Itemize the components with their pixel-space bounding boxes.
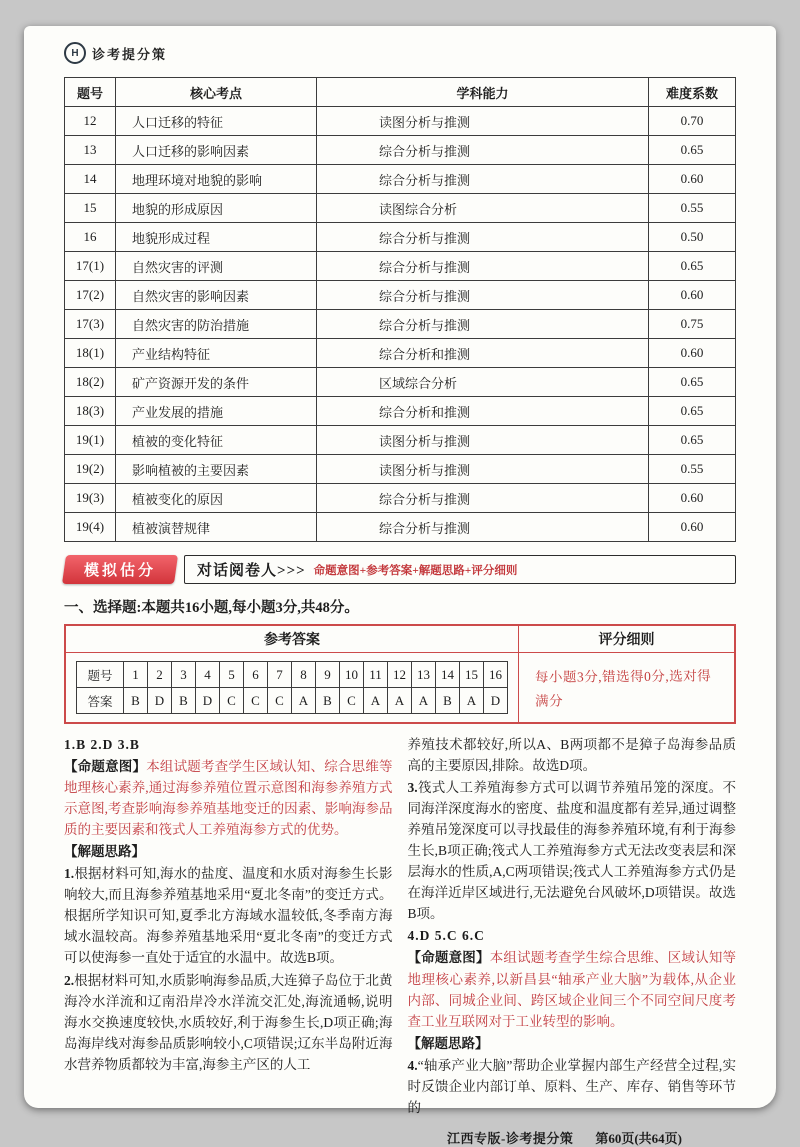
answer-number-cell: 1 (124, 662, 148, 688)
exam-table-cell: 读图分析与推测 (317, 426, 649, 455)
answer-grid (76, 661, 508, 714)
exam-table-cell: 植被演替规律 (116, 513, 317, 542)
answer-number-cell: 6 (244, 662, 268, 688)
answers-line-2: 4.D 5.C 6.C (407, 928, 485, 944)
exam-table-cell: 综合分析与推测 (317, 136, 649, 165)
exam-table-cell: 19(2) (65, 455, 116, 484)
intent-paragraph-2 (408, 947, 737, 1031)
exam-table-cell: 地理环境对地貌的影响 (116, 165, 317, 194)
exam-table-cell: 产业发展的措施 (116, 397, 317, 426)
exam-table-row (65, 310, 736, 339)
exam-table-row (65, 397, 736, 426)
header-core-point: 核心考点 (116, 78, 317, 107)
exam-table-row (65, 513, 736, 542)
exam-table-cell: 读图分析与推测 (317, 455, 649, 484)
exam-table-cell: 地貌形成过程 (116, 223, 317, 252)
exam-table-cell: 产业结构特征 (116, 339, 317, 368)
exam-table-cell: 自然灾害的评测 (116, 252, 317, 281)
answer-number-cell: 9 (316, 662, 340, 688)
exam-table-cell: 0.55 (649, 194, 736, 223)
exam-table-cell: 14 (65, 165, 116, 194)
answer-letter-row (77, 688, 508, 714)
answer-number-cell: 8 (292, 662, 316, 688)
exam-table-cell: 15 (65, 194, 116, 223)
step-paragraph-1 (64, 863, 393, 968)
exam-table-cell: 植被变化的原因 (116, 484, 317, 513)
answer-box-left-header: 参考答案 (66, 626, 518, 653)
exam-table-cell: 区域综合分析 (317, 368, 649, 397)
scanned-page (24, 26, 776, 1146)
steps-label-2: 【解题思路】 (407, 1035, 489, 1051)
exam-table-cell: 矿产资源开发的条件 (116, 368, 317, 397)
intent-text-1: 本组试题考查学生区域认知、综合思维等地理核心素养,通过海参养殖位置示意图和海参养殖方式示意图,考查影响海参养殖基地变迁的因素、影响海参品质的主要因素和筏式人工养殖海参方式的优势。 (64, 759, 393, 838)
exam-table-cell: 0.75 (649, 310, 736, 339)
exam-table-cell: 19(3) (65, 484, 116, 513)
exam-table-body (65, 107, 736, 542)
steps-label-1: 【解题思路】 (64, 844, 145, 860)
exam-table-row (65, 368, 736, 397)
header-difficulty: 难度系数 (649, 78, 736, 107)
answer-letter-cell: D (148, 688, 172, 714)
banner-dialog-subtitle: 命题意图+参考答案+解题思路+评分细则 (313, 564, 518, 577)
exam-table-row (65, 165, 736, 194)
exam-table-cell: 0.65 (649, 368, 736, 397)
exam-table-cell: 0.55 (649, 455, 736, 484)
exam-table-header-row (65, 78, 736, 107)
exam-table-cell: 综合分析与推测 (317, 165, 649, 194)
answer-number-cell: 5 (220, 662, 244, 688)
exam-table-cell: 地貌的形成原因 (116, 194, 317, 223)
brand-header (64, 42, 736, 64)
step-number-3: 3. (407, 780, 418, 796)
page-footer (64, 1128, 736, 1147)
exam-table-cell: 自然灾害的影响因素 (116, 281, 317, 310)
exam-table-cell: 0.70 (649, 107, 736, 136)
exam-table-row (65, 484, 736, 513)
exam-table-row (65, 281, 736, 310)
exam-table-row (65, 136, 736, 165)
answers-line-1: 1.B 2.D 3.B (64, 737, 140, 752)
analysis-columns (64, 734, 736, 1119)
exam-table-cell: 19(4) (65, 513, 116, 542)
footer-edition: 江西专版-诊考提分策 (446, 1130, 574, 1146)
exam-table-cell: 读图分析与推测 (317, 107, 649, 136)
step-text-3: 筏式人工养殖海参方式可以调节养殖吊笼的深度。不同海洋深度海水的密度、盐度和温度都有差异,通过调整养殖吊笼深度可以寻找最佳的海参养殖环境,有利于海参生长,B项正确;筏式人工养殖海参方式无法改变表层和深层海水的性质,A,C两项错误;筏式人工养殖海参方式仍是在海洋近岸区域进行,无法避免台风破坏,D项错误。故选B项。 (407, 780, 736, 922)
answer-letter-cell: C (268, 688, 292, 714)
header-subject-ability: 学科能力 (317, 78, 649, 107)
answer-number-cell: 10 (340, 662, 364, 688)
intent-label-2: 【命题意图】 (407, 950, 490, 966)
answer-letter-cell: A (388, 688, 412, 714)
exam-table-row (65, 252, 736, 281)
exam-table-cell: 19(1) (65, 426, 116, 455)
simulation-banner (64, 555, 736, 584)
exam-table-cell: 人口迁移的影响因素 (116, 136, 317, 165)
answer-number-cell: 12 (388, 662, 412, 688)
answer-letter-label: 答案 (77, 688, 124, 714)
exam-table-cell: 综合分析与推测 (317, 310, 649, 339)
exam-table-cell: 植被的变化特征 (116, 426, 317, 455)
exam-table-cell: 综合分析与推测 (317, 484, 649, 513)
exam-table-cell: 综合分析与推测 (317, 252, 649, 281)
answer-letter-cell: C (340, 688, 364, 714)
choice-section-title: 一、选择题:本题共16小题,每小题3分,共48分。 (64, 600, 359, 616)
exam-table-row (65, 107, 736, 136)
answer-letter-cell: C (244, 688, 268, 714)
exam-table-cell: 综合分析与推测 (317, 281, 649, 310)
reference-answer-box (64, 624, 736, 724)
exam-table-row (65, 194, 736, 223)
step-number-2: 2. (64, 972, 75, 988)
brand-name: 诊考提分策 (92, 46, 168, 62)
step-number-4: 4. (407, 1057, 418, 1073)
exam-table-cell: 综合分析和推测 (317, 397, 649, 426)
intent-text-2: 本组试题考查学生综合思维、区域认知等地理核心素养,以新昌县“轴承产业大脑”为载体,从企业内部、同城企业间、跨区域企业间三个不同空间尺度考查工业互联网对于工业转型的影响。 (407, 950, 737, 1029)
exam-table-cell: 0.65 (649, 397, 736, 426)
answer-letter-cell: A (412, 688, 436, 714)
exam-table-cell: 综合分析与推测 (317, 513, 649, 542)
exam-table-cell: 0.60 (649, 339, 736, 368)
intent-label-1: 【命题意图】 (64, 759, 147, 775)
answer-letter-cell: B (124, 688, 148, 714)
answer-number-cell: 13 (412, 662, 436, 688)
exam-table-row (65, 339, 736, 368)
answer-number-row (77, 662, 508, 688)
exam-table-cell: 18(3) (65, 397, 116, 426)
answer-number-cell: 11 (364, 662, 388, 688)
step-paragraph-2-continued: 养殖技术都较好,所以A、B两项都不是獐子岛海参品质高的主要原因,排除。故选D项。 (407, 737, 736, 774)
banner-badge (62, 555, 178, 584)
exam-table-cell: 16 (65, 223, 116, 252)
answer-letter-cell: D (196, 688, 220, 714)
analysis-left-column (64, 734, 393, 1119)
answer-letter-cell: B (172, 688, 196, 714)
intent-paragraph-1 (64, 756, 393, 840)
answer-number-cell: 15 (460, 662, 484, 688)
answer-letter-cell: A (292, 688, 316, 714)
exam-table-cell: 自然灾害的防治措施 (116, 310, 317, 339)
answer-letter-cell: B (436, 688, 460, 714)
footer-page-number: 第60页(共64页) (595, 1130, 682, 1146)
answer-number-label: 题号 (77, 662, 124, 688)
exam-table-cell: 0.65 (649, 426, 736, 455)
step-number-1: 1. (64, 866, 75, 882)
answer-number-cell: 2 (148, 662, 172, 688)
step-text-4: “轴承产业大脑”帮助企业掌握内部生产经营全过程,实时反馈企业内部订单、原料、生产、库存、销售等环节的 (407, 1057, 736, 1115)
exam-table-cell: 0.50 (649, 223, 736, 252)
exam-table-cell: 综合分析和推测 (317, 339, 649, 368)
exam-table-cell: 0.60 (649, 281, 736, 310)
exam-table-row (65, 223, 736, 252)
scoring-note: 每小题3分,错选得0分,选对得满分 (534, 668, 712, 709)
exam-table-cell: 影响植被的主要因素 (116, 455, 317, 484)
header-question-number: 题号 (65, 78, 116, 107)
step-paragraph-3 (408, 777, 737, 924)
exam-table-cell: 13 (65, 136, 116, 165)
analysis-right-column (408, 734, 737, 1119)
answer-letter-cell: B (316, 688, 340, 714)
exam-table-row (65, 426, 736, 455)
exam-table-row (65, 455, 736, 484)
exam-table-cell: 18(1) (65, 339, 116, 368)
answer-letter-cell: A (364, 688, 388, 714)
banner-dialog-title: 对话阅卷人>>> (197, 563, 306, 579)
exam-table-cell: 17(3) (65, 310, 116, 339)
step-paragraph-2 (64, 970, 393, 1075)
exam-table-cell: 0.60 (649, 513, 736, 542)
scoring-rule-area (518, 653, 734, 722)
exam-analysis-table (64, 77, 736, 542)
answer-number-cell: 4 (196, 662, 220, 688)
answer-number-cell: 14 (436, 662, 460, 688)
step-text-2: 根据材料可知,水质影响海参品质,大连獐子岛位于北黄海冷水洋流和辽南沿岸冷水洋流交汇处,海流通畅,说明海水交换速度较快,水质较好,利于海参生长,D项正确;海岛海岸线对海参品质影响较小,C项错误;辽东半岛附近海水营养物质都较为丰富,海参主产区的人工 (64, 972, 393, 1072)
answer-number-cell: 16 (484, 662, 508, 688)
answer-number-cell: 3 (172, 662, 196, 688)
answer-letter-cell: C (220, 688, 244, 714)
step-paragraph-4 (408, 1055, 737, 1118)
brand-logo-icon: H (64, 42, 86, 64)
exam-table-cell: 0.65 (649, 136, 736, 165)
exam-table-cell: 0.65 (649, 252, 736, 281)
exam-table-cell: 0.60 (649, 165, 736, 194)
exam-table-cell: 17(2) (65, 281, 116, 310)
exam-table-cell: 12 (65, 107, 116, 136)
answer-grid-area (66, 653, 518, 722)
exam-table-cell: 17(1) (65, 252, 116, 281)
answer-letter-cell: A (460, 688, 484, 714)
answer-box-right-header: 评分细则 (518, 626, 734, 653)
step-text-1: 根据材料可知,海水的盐度、温度和水质对海参生长影响较大,而且海参养殖基地采用“夏北冬南”的变迁方式。根据所学知识可知,夏季北方海域水温较低,冬季南方海域水温较高。海参养殖基地采用“夏北冬南”的变迁方式可以使海参一直处于适宜的水温中。故选B项。 (64, 866, 393, 966)
answer-letter-cell: D (484, 688, 508, 714)
exam-table-cell: 读图综合分析 (317, 194, 649, 223)
banner-dialog-box (184, 555, 736, 584)
banner-badge-label: 模拟估分 (84, 563, 157, 579)
answer-number-cell: 7 (268, 662, 292, 688)
exam-table-cell: 18(2) (65, 368, 116, 397)
exam-table-cell: 人口迁移的特征 (116, 107, 317, 136)
exam-table-cell: 综合分析与推测 (317, 223, 649, 252)
exam-table-cell: 0.60 (649, 484, 736, 513)
